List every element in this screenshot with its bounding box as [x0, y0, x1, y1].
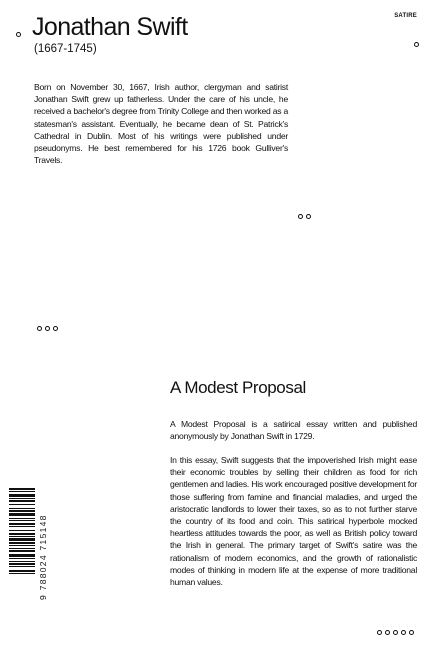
barcode-stripe — [9, 548, 35, 549]
barcode-stripe — [9, 536, 35, 537]
barcode-stripe — [9, 488, 35, 490]
barcode-stripe — [9, 554, 35, 557]
barcode-stripe — [9, 550, 35, 552]
barcode-stripe — [9, 542, 35, 544]
barcode-stripe — [9, 498, 35, 499]
barcode-stripe — [9, 520, 35, 521]
barcode-stripe — [9, 545, 35, 546]
barcode-stripe — [9, 526, 35, 527]
barcode-stripe — [9, 538, 35, 541]
barcode-stripe — [9, 491, 35, 492]
barcode-stripe — [9, 518, 35, 519]
barcode-stripe — [9, 533, 35, 535]
author-bio: Born on November 30, 1667, Irish author, clergyman and satirist Jonathan Swift grew up fatherless. Under the care of his uncle, he received a bachelor's degree from Trinity College and then worked as a statesman's assistant. Eventually, he became dean of St. Patrick's Cathedral in Dublin. Most of his writings were published under pseudonyms. He best remembered for his 1726 book Gulliver's Travels. — [34, 82, 288, 166]
essay-title: A Modest Proposal — [170, 378, 306, 397]
barcode-stripe — [9, 500, 35, 502]
barcode-stripe — [9, 513, 35, 516]
barcode-stripe — [9, 561, 35, 562]
decorative-dots-middle-right — [298, 212, 314, 219]
barcode-icon — [9, 488, 35, 600]
barcode-digits: 9 788024 715148 — [38, 514, 48, 600]
essay-body-paragraph: In this essay, Swift suggests that the impoverished Irish might ease their economic troubles by selling their children as food for rich gentlemen and ladies. His work encouraged positive development for those suffering from famine and financial maladies, and urged the aristocratic landlords to lower their taxes, so as to not further starve the country of its food and coin. This satirical hyperbole mocked heartless attitudes towards the poor, as well as British policy toward the Irish in general. The primary target of Swift's satire was the rationalism of modern economics, and the growth of rationalistic modes of thinking in modern life at the expense of more traditional human values. — [170, 455, 417, 588]
barcode-stripe — [9, 504, 35, 505]
barcode-stripe — [9, 510, 35, 512]
essay-intro-paragraph: A Modest Proposal is a satirical essay written and published anonymously by Jonathan Swift in 1729. — [170, 419, 417, 442]
barcode-stripe — [9, 530, 35, 531]
author-name: Jonathan Swift — [32, 13, 188, 41]
genre-label: SATIRE — [394, 13, 417, 19]
barcode-stripe — [9, 494, 35, 497]
decorative-dot-top-right — [414, 40, 422, 47]
decorative-dots-bottom-right — [377, 628, 417, 635]
barcode-stripe — [9, 563, 35, 565]
barcode-stripe — [9, 508, 35, 509]
barcode-stripe — [9, 558, 35, 559]
barcode-stripe — [9, 523, 35, 525]
barcode-stripe — [9, 573, 35, 574]
decorative-dot-top-left — [16, 30, 24, 37]
author-dates: (1667-1745) — [34, 43, 97, 55]
barcode-stripe — [9, 566, 35, 567]
barcode-stripe — [9, 570, 35, 572]
decorative-dots-middle-left — [37, 324, 61, 331]
